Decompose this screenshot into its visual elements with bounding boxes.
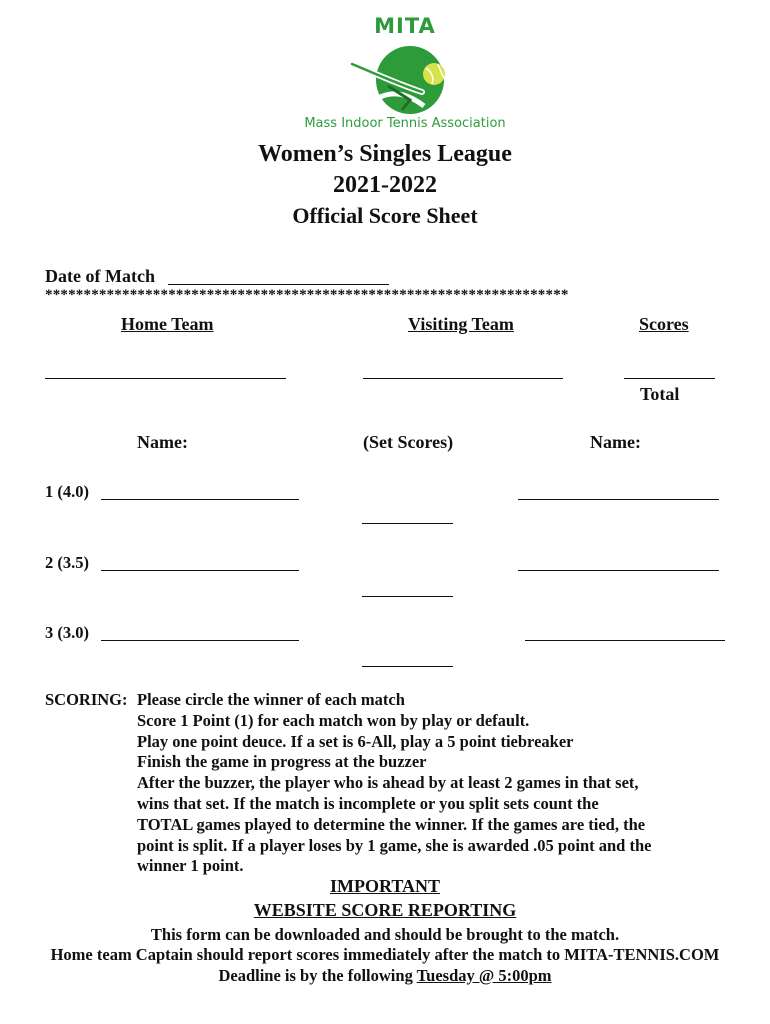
download-note: This form can be downloaded and should be brought to the match.	[150, 925, 620, 944]
match-label: 2 (3.5)	[45, 553, 89, 572]
season-label: 2021-2022	[333, 172, 437, 198]
set-score-field[interactable]	[362, 596, 453, 597]
captain-note: Home team Captain should report scores immediately after the match to MITA-TENNIS.COM	[50, 945, 720, 964]
deadline-value: Tuesday @ 5:00pm	[416, 966, 552, 985]
page-title: Women’s Singles League	[258, 141, 512, 167]
match-label: 1 (4.0)	[45, 482, 89, 501]
scoring-line: Finish the game in progress at the buzzer	[137, 752, 427, 772]
page-subtitle: Official Score Sheet	[292, 203, 478, 228]
visiting-player-field[interactable]	[525, 640, 725, 641]
scoring-line: Play one point deuce. If a set is 6-All, play a 5 point tiebreaker	[137, 731, 574, 751]
set-score-field[interactable]	[362, 666, 453, 667]
home-team-field[interactable]	[45, 378, 286, 379]
date-label: Date of Match	[45, 266, 155, 286]
separator: ********************************************************************	[45, 287, 569, 303]
home-team-header: Home Team	[121, 314, 214, 334]
match-label: 3 (3.0)	[45, 623, 89, 642]
set-score-field[interactable]	[362, 523, 453, 524]
logo-tagline: Mass Indoor Tennis Association	[304, 116, 506, 131]
visiting-team-header: Visiting Team	[408, 314, 514, 334]
scoring-line: wins that set. If the match is incomplete or you split sets count the	[137, 793, 599, 813]
tennis-player-icon	[348, 40, 462, 118]
set-scores-label: (Set Scores)	[363, 432, 454, 452]
scoring-line: Score 1 Point (1) for each match won by play or default.	[137, 710, 530, 730]
mita-logo	[300, 10, 510, 140]
visiting-team-field[interactable]	[363, 378, 563, 379]
scores-header: Scores	[639, 314, 689, 334]
home-name-label: Name:	[137, 432, 188, 452]
scoring-line: winner 1 point.	[137, 856, 244, 876]
total-score-field[interactable]	[624, 378, 715, 379]
home-player-field[interactable]	[101, 640, 299, 641]
home-player-field[interactable]	[101, 570, 299, 571]
scoring-rules	[137, 690, 651, 877]
scoring-line: point is split. If a player loses by 1 game, she is awarded .05 point and the	[137, 835, 652, 855]
visiting-player-field[interactable]	[518, 570, 719, 571]
total-label: Total	[640, 384, 680, 404]
date-field[interactable]	[168, 284, 389, 285]
scoring-line: Please circle the winner of each match	[137, 690, 405, 709]
home-player-field[interactable]	[101, 499, 299, 500]
scoring-line: After the buzzer, the player who is ahead by at least 2 games in that set,	[137, 773, 639, 793]
visiting-name-label: Name:	[590, 432, 641, 452]
deadline-prefix: Deadline is by the following	[218, 966, 413, 985]
scoring-heading: SCORING:	[45, 690, 128, 709]
logo-name: MITA	[374, 14, 436, 38]
deadline-line	[0, 966, 770, 986]
visiting-player-field[interactable]	[518, 499, 719, 500]
important-heading: IMPORTANT	[329, 876, 441, 896]
scoring-line: TOTAL games played to determine the winner. If the games are tied, the	[137, 814, 646, 834]
website-reporting-heading: WEBSITE SCORE REPORTING	[253, 900, 517, 920]
